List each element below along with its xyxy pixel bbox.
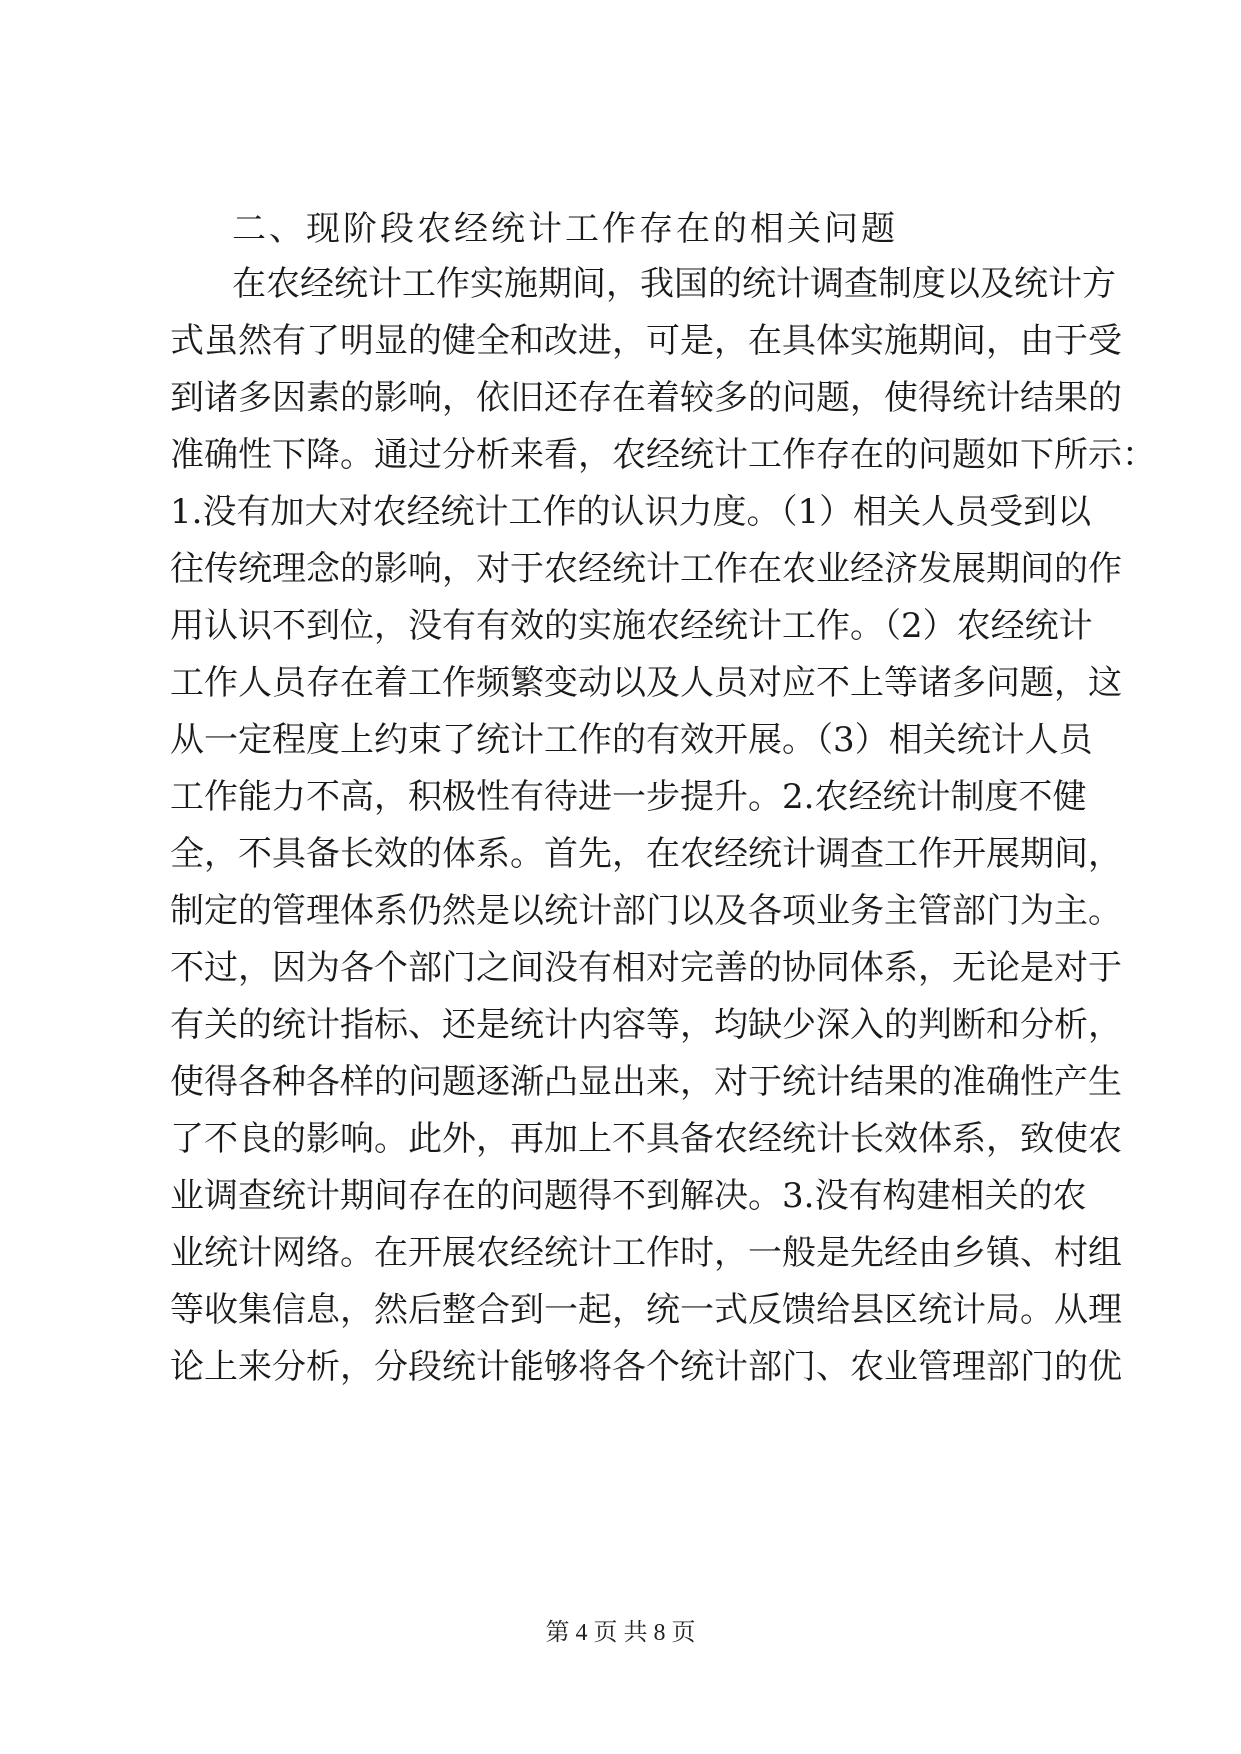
body-line: 等收集信息，然后整合到一起，统一式反馈给县区统计局。从理 xyxy=(170,1290,1122,1330)
body-line: 业调查统计期间存在的问题得不到解决。3.没有构建相关的农 xyxy=(170,1176,1087,1216)
body-line: 式虽然有了明显的健全和改进，可是，在具体实施期间，由于受 xyxy=(170,321,1122,361)
page-footer: 第 4 页 共 8 页 xyxy=(545,1620,696,1646)
body-line: 准确性下降。通过分析来看，农经统计工作存在的问题如下所示： xyxy=(170,435,1156,475)
body-line: 使得各种各样的问题逐渐凸显出来，对于统计结果的准确性产生 xyxy=(170,1062,1122,1102)
body-line: 了不良的影响。此外，再加上不具备农经统计长效体系，致使农 xyxy=(170,1119,1122,1159)
body-line: 制定的管理体系仍然是以统计部门以及各项业务主管部门为主。 xyxy=(170,891,1122,931)
body-line: 在农经统计工作实施期间，我国的统计调查制度以及统计方 xyxy=(232,264,1116,304)
body-line: 不过，因为各个部门之间没有相对完善的协同体系，无论是对于 xyxy=(170,948,1122,988)
body-line: 到诸多因素的影响，依旧还存在着较多的问题，使得统计结果的 xyxy=(170,378,1122,418)
section-heading: 二、现阶段农经统计工作存在的相关问题 xyxy=(232,209,898,249)
body-line: 用认识不到位，没有有效的实施农经统计工作。（2）农经统计 xyxy=(170,606,1093,646)
body-line: 业统计网络。在开展农经统计工作时，一般是先经由乡镇、村组 xyxy=(170,1233,1122,1273)
body-line: 工作人员存在着工作频繁变动以及人员对应不上等诸多问题，这 xyxy=(170,663,1122,703)
body-line: 有关的统计指标、还是统计内容等，均缺少深入的判断和分析， xyxy=(170,1005,1122,1045)
body-line: 从一定程度上约束了统计工作的有效开展。（3）相关统计人员 xyxy=(170,720,1093,760)
body-line: 1.没有加大对农经统计工作的认识力度。（1）相关人员受到以 xyxy=(170,492,1092,532)
body-line: 工作能力不高，积极性有待进一步提升。2.农经统计制度不健 xyxy=(170,777,1087,817)
body-line: 全，不具备长效的体系。首先，在农经统计调查工作开展期间， xyxy=(170,834,1122,874)
body-line: 论上来分析，分段统计能够将各个统计部门、农业管理部门的优 xyxy=(170,1347,1122,1387)
body-line: 往传统理念的影响，对于农经统计工作在农业经济发展期间的作 xyxy=(170,549,1122,589)
